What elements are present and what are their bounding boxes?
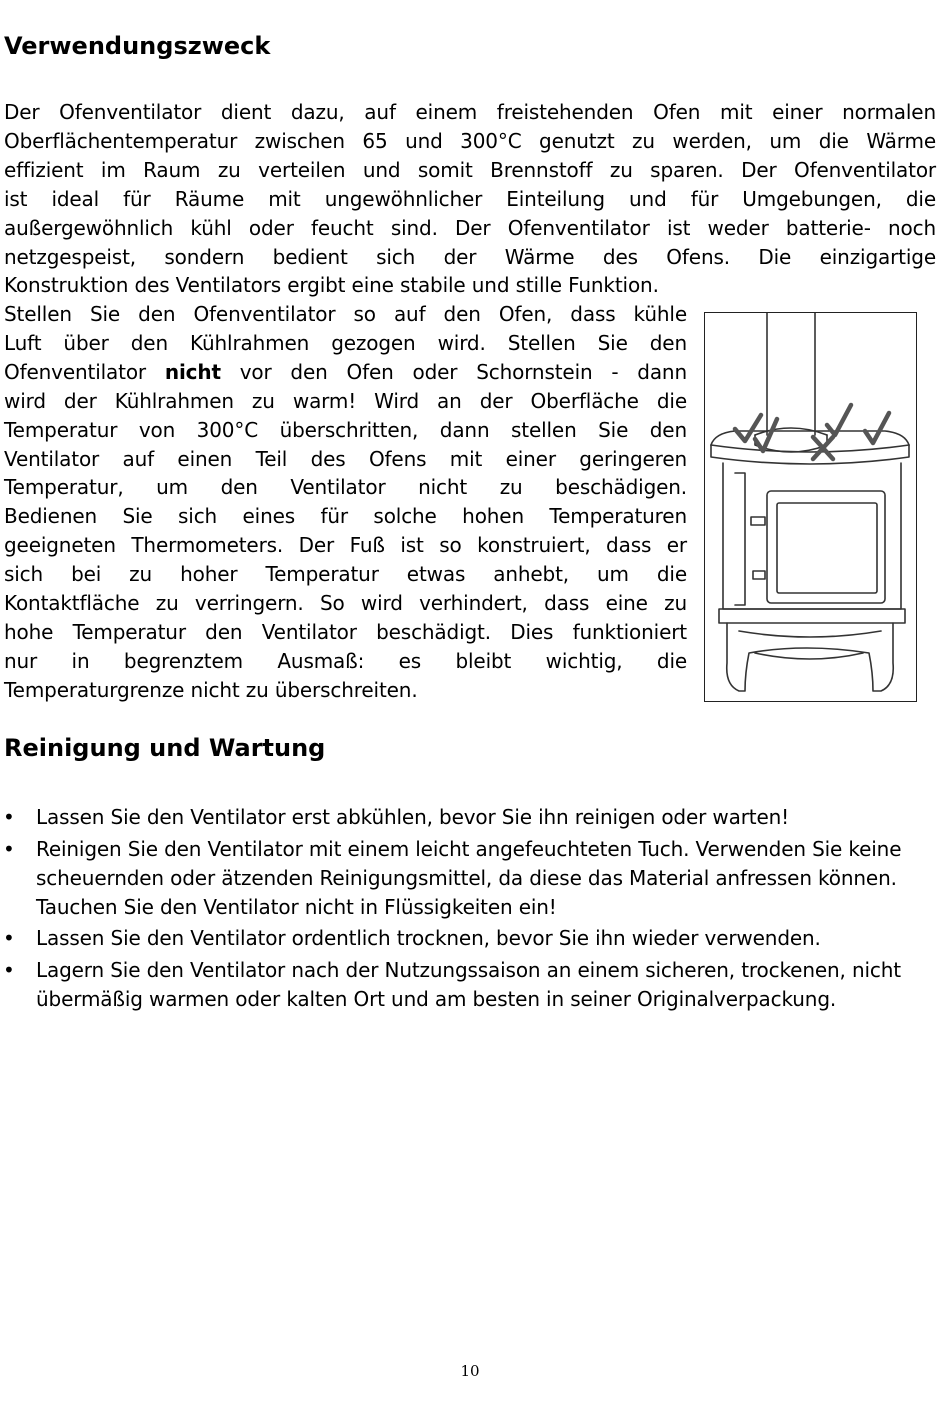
- text-line: außergewöhnlich kühl oder feucht sind. Der Ofenventilator ist weder batterie- noch: [4, 215, 936, 240]
- bullet-icon: •: [3, 957, 15, 982]
- text-line-with-emphasis: [4, 358, 687, 387]
- list-item: [0, 924, 940, 953]
- checkmark-icon: [755, 419, 777, 451]
- text-line: ist ideal für Räume mit ungewöhnlicher Einteilung und für Umgebungen, die: [4, 186, 936, 211]
- text-line: hohe Temperatur den Ventilator beschädigt. Dies funktioniert: [4, 619, 687, 644]
- stove-body: [719, 463, 905, 623]
- text-line: wird der Kühlrahmen zu warm! Wird an der Oberfläche die: [4, 388, 687, 413]
- text-line: Konstruktion des Ventilators ergibt eine stabile und stille Funktion.: [4, 273, 659, 298]
- list-item-text: Lassen Sie den Ventilator erst abkühlen, bevor Sie ihn reinigen oder warten!: [36, 805, 790, 829]
- emphasis-not: nicht: [164, 359, 221, 384]
- list-item: [0, 803, 940, 832]
- text-line: nur in begrenztem Ausmaß: es bleibt wichtig, die: [4, 648, 687, 673]
- list-item: [0, 835, 940, 922]
- text-line: Kontaktfläche zu verringern. So wird verhindert, dass eine zu: [4, 591, 687, 616]
- list-item-text: Lassen Sie den Ventilator ordentlich trocknen, bevor Sie ihn wieder verwenden.: [36, 926, 821, 950]
- checkmark-icon: [865, 413, 889, 443]
- text-line: netzgespeist, sondern bedient sich der Wärme des Ofens. Die einzigartige: [4, 244, 936, 269]
- text-line: geeigneten Thermometers. Der Fuß ist so konstruiert, dass er: [4, 533, 687, 558]
- text-line: Oberflächentemperatur zwischen 65 und 300°C genutzt zu werden, um die Wärme: [4, 128, 936, 153]
- text-line: Temperaturgrenze nicht zu überschreiten.: [4, 677, 418, 702]
- section-title-care: Reinigung und Wartung: [4, 734, 326, 762]
- care-list: [0, 803, 940, 1016]
- text-line: Temperatur von 300°C überschritten, dann stellen Sie den: [4, 417, 687, 442]
- stove-drawing: [705, 313, 915, 700]
- text-line: effizient im Raum zu verteilen und somit Brennstoff zu sparen. Der Ofenventilator: [4, 157, 936, 182]
- stove-placement-illustration: [704, 312, 917, 702]
- list-item-text: Lagern Sie den Ventilator nach der Nutzungssaison an einem sicheren, trockenen, nicht übermäßig warmen oder kalten Ort und am besten in seiner Originalverpackung.: [36, 957, 901, 1011]
- text-segment: Ofenventilator: [4, 359, 146, 384]
- text-line: Ventilator auf einen Teil des Ofens mit einer geringeren: [4, 446, 687, 471]
- text-line: sich bei zu hoher Temperatur etwas anhebt, um die: [4, 562, 687, 587]
- stove-legs: [727, 623, 894, 691]
- text-line: Luft über den Kühlrahmen gezogen wird. Stellen Sie den: [4, 330, 687, 355]
- bullet-icon: •: [3, 926, 15, 950]
- purpose-paragraph: [4, 98, 936, 300]
- list-item: [0, 956, 940, 1014]
- text-line: Der Ofenventilator dient dazu, auf einem freistehenden Ofen mit einer normalen: [4, 100, 936, 124]
- text-line: Stellen Sie den Ofenventilator so auf den Ofen, dass kühle: [4, 302, 687, 326]
- checkmark-icon: [735, 415, 761, 441]
- text-line: Temperatur, um den Ventilator nicht zu beschädigen.: [4, 475, 687, 500]
- placement-paragraph: [4, 300, 687, 705]
- list-item-text: Reinigen Sie den Ventilator mit einem leicht angefeuchteten Tuch. Verwenden Sie keine scheuernden oder ätzenden Reinigungsmittel, da diese das Material anfressen können. Tauchen Sie den Ventilator nicht in Flüssigkeiten ein!: [36, 836, 902, 919]
- text-line: Bedienen Sie sich eines für solche hohen Temperaturen: [4, 504, 687, 529]
- bullet-icon: •: [3, 805, 15, 829]
- section-title-purpose: Verwendungszweck: [4, 32, 271, 60]
- page-number: 10: [460, 1362, 480, 1380]
- text-segment: vor den Ofen oder Schornstein - dann: [239, 359, 687, 384]
- bullet-icon: •: [3, 836, 15, 861]
